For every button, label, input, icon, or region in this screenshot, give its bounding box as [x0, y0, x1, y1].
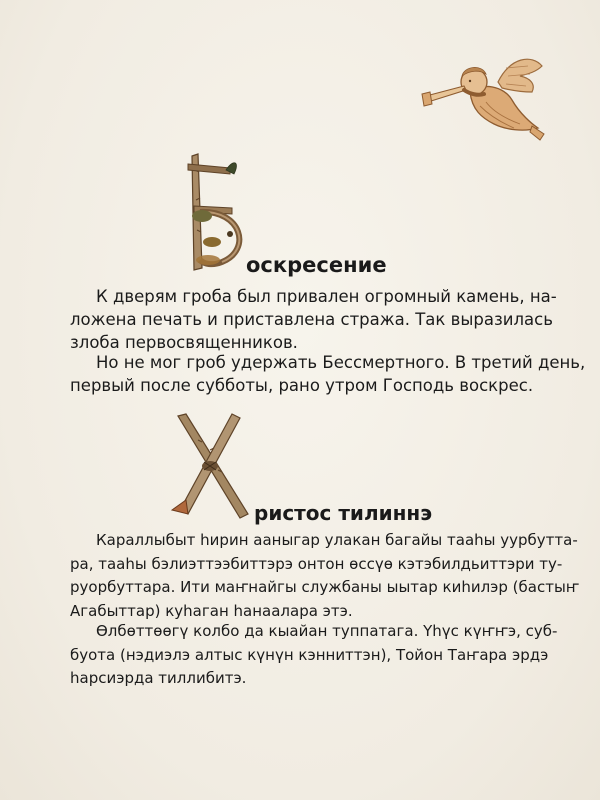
paragraph-ru-1	[70, 285, 557, 354]
text-line: К дверям гроба был привален огромный камень, на-	[96, 287, 557, 306]
text-line: Өлбөттөөгү колбо да кыайан туппатага. Үһүс күҥҥэ, суб-	[96, 622, 558, 640]
paragraph-sakha-2	[70, 620, 558, 691]
twig-letter-b-icon	[172, 150, 250, 272]
text-line: Но не мог гроб удержать Бессмертного. В третий день,	[96, 353, 586, 372]
text-line: руорбуттара. Ити маҥнайгы службаны ыытар киһилэр (бастыҥ	[70, 578, 579, 596]
heading-rest-text: ристос тилиннэ	[254, 500, 433, 525]
paragraph-sakha-1	[70, 529, 579, 623]
text-line: ложена печать и приставлена стража. Так выразилась	[70, 310, 553, 329]
text-line: злоба первосвященников.	[70, 333, 298, 352]
heading-voskresenie	[246, 253, 387, 277]
text-line: һарсиэрда тиллибитэ.	[70, 669, 247, 687]
text-line: ра, тааһы бэлиэттээбиттэрэ онтон өссүө кэтэбилдьиттэри ту-	[70, 554, 563, 573]
heading-rest-text: оскресение	[246, 253, 387, 278]
angel-icon	[420, 52, 550, 142]
text-line: Караллыбыт һирин ааныгар улакан багайы тааһы уурбутта-	[96, 531, 578, 549]
text-line: Агабыттар) куһаган һанаалара этэ.	[70, 601, 353, 620]
paragraph-ru-2	[70, 351, 586, 397]
text-line: буота (нэдиэлэ алтыс күнүн кэнниттэн), Тойон Таҥара эрдэ	[70, 645, 549, 664]
text-line: первый после субботы, рано утром Господь воскрес.	[70, 376, 534, 395]
twig-letter-x-icon	[168, 410, 254, 522]
heading-hristos-tilinne	[254, 501, 432, 525]
